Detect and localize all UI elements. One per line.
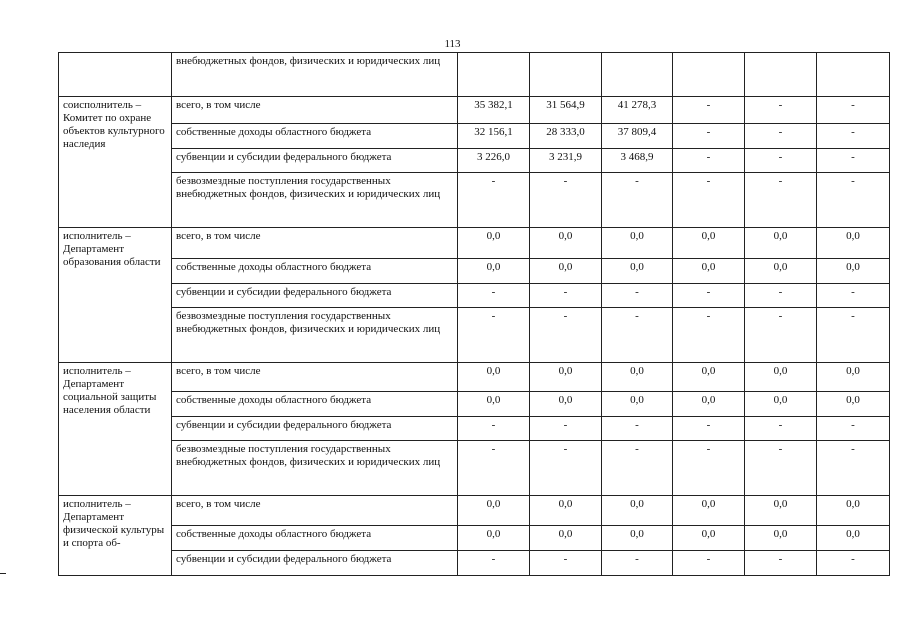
value-cell: -: [817, 149, 890, 173]
table-row: [59, 496, 890, 526]
value-cell: 0,0: [817, 392, 890, 417]
value-cell: -: [817, 173, 890, 228]
value-cell: 0,0: [458, 496, 530, 526]
source-cell: всего, в том числе: [172, 228, 458, 259]
value-cell: 0,0: [458, 259, 530, 284]
source-cell: субвенции и субсидии федерального бюджета: [172, 284, 458, 308]
value-cell: -: [673, 173, 745, 228]
executor-cell: [59, 53, 172, 97]
value-cell: [673, 53, 745, 97]
value-cell: -: [817, 97, 890, 124]
value-cell: -: [602, 173, 673, 228]
value-cell: -: [745, 441, 817, 496]
value-cell: -: [673, 441, 745, 496]
table-row: [59, 284, 890, 308]
source-cell: субвенции и субсидии федерального бюджета: [172, 417, 458, 441]
value-cell: 0,0: [673, 363, 745, 392]
value-cell: 0,0: [458, 228, 530, 259]
value-cell: 0,0: [817, 259, 890, 284]
executor-cell: соисполнитель – Комитет по охране объектов культурного наследия: [59, 97, 172, 228]
executor-cell: исполнитель – Департамент социальной защиты населения области: [59, 363, 172, 496]
value-cell: -: [458, 173, 530, 228]
source-cell: всего, в том числе: [172, 363, 458, 392]
value-cell: 32 156,1: [458, 124, 530, 149]
value-cell: [602, 53, 673, 97]
source-cell: всего, в том числе: [172, 97, 458, 124]
value-cell: 28 333,0: [530, 124, 602, 149]
value-cell: 0,0: [530, 259, 602, 284]
table-row: [59, 124, 890, 149]
table-row: [59, 551, 890, 576]
source-cell: безвозмездные поступления государственных внебюджетных фондов, физических и юридических лиц: [172, 441, 458, 496]
value-cell: 0,0: [673, 496, 745, 526]
value-cell: 0,0: [530, 496, 602, 526]
value-cell: -: [530, 417, 602, 441]
value-cell: -: [745, 417, 817, 441]
value-cell: 0,0: [745, 228, 817, 259]
value-cell: 0,0: [530, 392, 602, 417]
table-row: [59, 53, 890, 97]
value-cell: -: [673, 149, 745, 173]
value-cell: 0,0: [817, 363, 890, 392]
value-cell: 0,0: [602, 228, 673, 259]
table-row: [59, 308, 890, 363]
source-cell: субвенции и субсидии федерального бюджета: [172, 551, 458, 576]
value-cell: -: [530, 551, 602, 576]
value-cell: 0,0: [673, 392, 745, 417]
value-cell: -: [745, 97, 817, 124]
value-cell: -: [602, 441, 673, 496]
source-cell: собственные доходы областного бюджета: [172, 526, 458, 551]
source-cell: безвозмездные поступления государственных внебюджетных фондов, физических и юридических лиц: [172, 308, 458, 363]
value-cell: 0,0: [530, 228, 602, 259]
value-cell: -: [745, 284, 817, 308]
value-cell: 0,0: [673, 228, 745, 259]
table-row: [59, 526, 890, 551]
value-cell: 31 564,9: [530, 97, 602, 124]
source-cell: всего, в том числе: [172, 496, 458, 526]
value-cell: 0,0: [602, 526, 673, 551]
value-cell: -: [673, 97, 745, 124]
value-cell: [817, 53, 890, 97]
table-row: [59, 149, 890, 173]
source-cell: безвозмездные поступления государственных внебюджетных фондов, физических и юридических лиц: [172, 173, 458, 228]
value-cell: 0,0: [817, 228, 890, 259]
value-cell: -: [530, 173, 602, 228]
value-cell: -: [673, 124, 745, 149]
source-cell: собственные доходы областного бюджета: [172, 392, 458, 417]
value-cell: 0,0: [602, 496, 673, 526]
value-cell: -: [530, 284, 602, 308]
value-cell: -: [458, 551, 530, 576]
value-cell: -: [458, 441, 530, 496]
table-row: [59, 259, 890, 284]
value-cell: -: [602, 284, 673, 308]
value-cell: -: [602, 308, 673, 363]
executor-cell: исполнитель – Департамент образования области: [59, 228, 172, 363]
value-cell: 0,0: [673, 526, 745, 551]
table-row: [59, 97, 890, 124]
value-cell: 0,0: [745, 259, 817, 284]
value-cell: -: [602, 417, 673, 441]
value-cell: -: [817, 308, 890, 363]
value-cell: -: [745, 308, 817, 363]
value-cell: 35 382,1: [458, 97, 530, 124]
value-cell: -: [530, 441, 602, 496]
value-cell: -: [817, 124, 890, 149]
value-cell: 0,0: [745, 496, 817, 526]
value-cell: -: [458, 417, 530, 441]
value-cell: 41 278,3: [602, 97, 673, 124]
value-cell: 0,0: [745, 363, 817, 392]
value-cell: -: [817, 284, 890, 308]
value-cell: 37 809,4: [602, 124, 673, 149]
value-cell: -: [673, 417, 745, 441]
source-cell: внебюджетных фондов, физических и юридических лиц: [172, 53, 458, 97]
page-number: 113: [444, 38, 461, 50]
source-cell: субвенции и субсидии федерального бюджета: [172, 149, 458, 173]
value-cell: 0,0: [602, 363, 673, 392]
table-row: [59, 392, 890, 417]
source-cell: собственные доходы областного бюджета: [172, 124, 458, 149]
table-row: [59, 228, 890, 259]
table-row: [59, 363, 890, 392]
value-cell: -: [745, 149, 817, 173]
table-row: [59, 173, 890, 228]
value-cell: -: [602, 551, 673, 576]
value-cell: -: [817, 551, 890, 576]
budget-table: [58, 52, 890, 576]
value-cell: 0,0: [602, 259, 673, 284]
table-row: [59, 441, 890, 496]
value-cell: 0,0: [458, 392, 530, 417]
value-cell: 3 468,9: [602, 149, 673, 173]
value-cell: 0,0: [530, 363, 602, 392]
margin-mark: [0, 573, 6, 574]
value-cell: 0,0: [458, 526, 530, 551]
table-row: [59, 417, 890, 441]
value-cell: 0,0: [673, 259, 745, 284]
value-cell: -: [745, 124, 817, 149]
value-cell: -: [745, 173, 817, 228]
value-cell: -: [530, 308, 602, 363]
value-cell: 3 231,9: [530, 149, 602, 173]
value-cell: 0,0: [817, 496, 890, 526]
value-cell: [745, 53, 817, 97]
value-cell: 3 226,0: [458, 149, 530, 173]
value-cell: [530, 53, 602, 97]
value-cell: 0,0: [458, 363, 530, 392]
value-cell: -: [817, 417, 890, 441]
value-cell: 0,0: [817, 526, 890, 551]
value-cell: -: [673, 284, 745, 308]
value-cell: -: [673, 551, 745, 576]
value-cell: 0,0: [602, 392, 673, 417]
value-cell: -: [673, 308, 745, 363]
value-cell: 0,0: [745, 392, 817, 417]
value-cell: 0,0: [745, 526, 817, 551]
value-cell: 0,0: [530, 526, 602, 551]
source-cell: собственные доходы областного бюджета: [172, 259, 458, 284]
value-cell: -: [817, 441, 890, 496]
value-cell: -: [745, 551, 817, 576]
value-cell: -: [458, 308, 530, 363]
executor-cell: исполнитель – Департамент физической культуры и спорта об-: [59, 496, 172, 576]
value-cell: -: [458, 284, 530, 308]
value-cell: [458, 53, 530, 97]
